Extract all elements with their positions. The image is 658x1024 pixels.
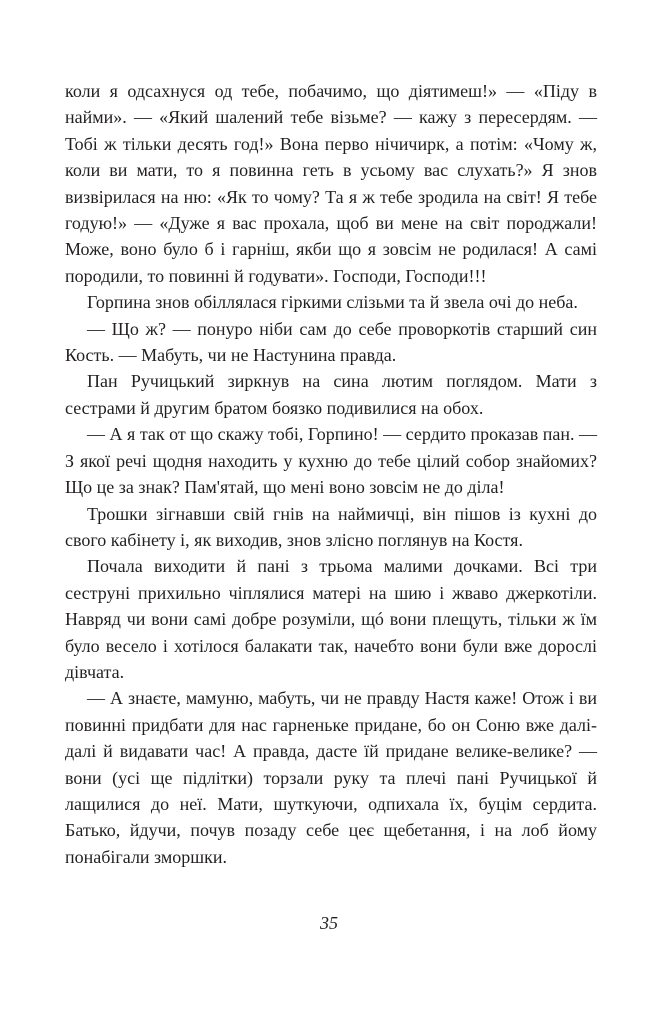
paragraph: Почала виходити й пані з трьома малими дочками. Всі три сеструні прихильно чіплялися матері на шию і жваво джеркотіли. Навряд чи вони самі добре розуміли, щó вони плещуть, тільки ж їм було весело і хотілося балакати так, начебто вони були вже дорослі дівчата. [65, 556, 597, 682]
paragraph: Горпина знов обіллялася гіркими слізьми та й звела очі до неба. [87, 292, 578, 313]
paragraph: Пан Ручицький зиркнув на сина лютим поглядом. Мати з сестрами й другим братом боязко подивилися на обох. [65, 371, 597, 418]
page-number: 35 [320, 913, 338, 933]
paragraph: — Що ж? — понуро ніби сам до себе проворкотів старший син Кость. — Мабуть, чи не Настунина правда. [65, 318, 597, 366]
paragraph: — А я так от що скажу тобі, Горпино! — сердито проказав пан. — З якої речі щодня находить у кухню до тебе цілий собор знайомих? Що це за знак? Пам'ятай, що мені воно зовсім не до діла! [65, 424, 597, 498]
paragraph: Трошки зігнавши свій гнів на наймичці, він пішов із кухні до свого кабінету і, як виходив, знов злісно поглянув на Костя. [65, 503, 597, 550]
page-body [65, 78, 597, 870]
paragraph: коли я одсахнуся од тебе, побачимо, що діятимеш!» — «Піду в найми». — «Який шалений тебе візьме? — кажу з пересердям. — Тобі ж тільки десять год!» Вона перво нічичирк, а потім: «Чому ж, коли ви мати, то я повинна геть в усьому вас слухать?» Я знов визвірилася на ню: «Як то чому? Та я ж тебе зродила на світ! Я тебе годую!» — «Дуже я вас прохала, щоб ви мене на світ породжали! Може, воно було б і гарніш, якби що я зовсім не родилася! А самі породили, то повинні й годувати». Господи, Господи!!! [65, 81, 597, 286]
paragraph: — А знаєте, мамуню, мабуть, чи не правду Настя каже! Отож і ви повинні придбати для нас гарненьке придане, бо он Соню вже далі-далі й видавати час! А правда, дасте їй придане велике-велике? — вони (усі ще підлітки) торзали руку та плечі пані Ручицької й лащилися до неї. Мати, шуткуючи, одпихала їх, буцім сердита. Батько, йдучи, почув позаду себе цеє щебетання, і на лоб йому понабігали зморшки. [65, 688, 597, 867]
